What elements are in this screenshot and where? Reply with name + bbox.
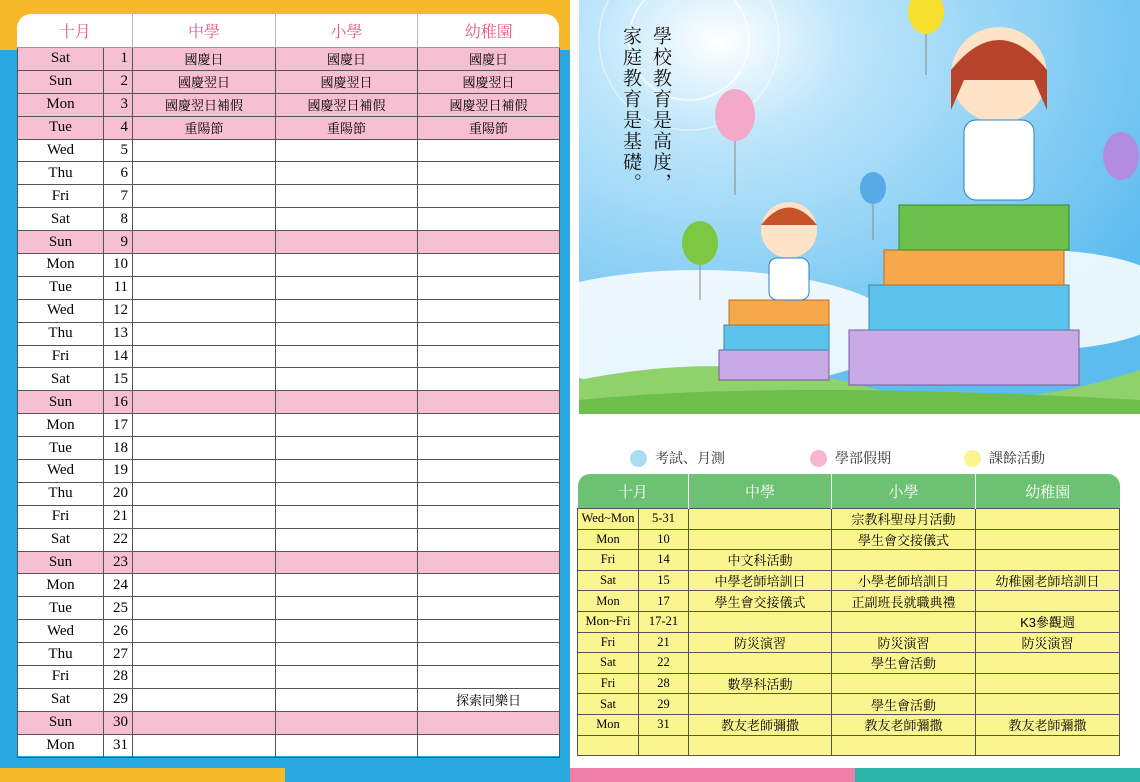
october-calendar-table — [17, 14, 560, 758]
date-cell: 4 — [104, 116, 133, 139]
legend-item-holiday — [810, 448, 891, 468]
kindergarten-event-cell: 國慶翌日補假 — [418, 93, 560, 116]
table-row — [18, 505, 560, 528]
day-of-week-cell: Mon — [578, 591, 639, 612]
day-of-week-cell: Thu — [18, 162, 104, 185]
primary-event-cell — [832, 611, 976, 632]
date-cell: 20 — [104, 482, 133, 505]
day-of-week-cell: Sun — [18, 391, 104, 414]
kindergarten-event-cell — [976, 591, 1120, 612]
table-row — [18, 116, 560, 139]
table-row — [18, 437, 560, 460]
table-row — [578, 632, 1120, 653]
day-of-week-cell: Tue — [18, 597, 104, 620]
date-cell: 10 — [639, 529, 689, 550]
day-of-week-cell: Sat — [578, 570, 639, 591]
day-of-week-cell: Wed~Mon — [578, 509, 639, 530]
date-cell: 21 — [639, 632, 689, 653]
day-of-week-cell: Sat — [18, 688, 104, 711]
kindergarten-event-cell: 探索同樂日 — [418, 688, 560, 711]
primary-event-cell — [276, 437, 418, 460]
table-row — [18, 345, 560, 368]
calendar-header-secondary: 中學 — [133, 14, 276, 48]
primary-event-cell — [276, 688, 418, 711]
activities-header-row — [578, 474, 1120, 509]
day-of-week-cell: Tue — [18, 276, 104, 299]
day-of-week-cell: Mon — [578, 529, 639, 550]
calendar-header-primary: 小學 — [276, 14, 418, 48]
secondary-event-cell — [133, 368, 276, 391]
primary-event-cell: 國慶翌日 — [276, 70, 418, 93]
kindergarten-event-cell — [418, 345, 560, 368]
kindergarten-event-cell — [418, 482, 560, 505]
day-of-week-cell: Sat — [578, 694, 639, 715]
secondary-event-cell — [133, 482, 276, 505]
table-row — [578, 509, 1120, 530]
table-row — [578, 673, 1120, 694]
day-of-week-cell: Mon — [18, 254, 104, 277]
primary-event-cell: 防災演習 — [832, 632, 976, 653]
date-cell: 9 — [104, 231, 133, 254]
secondary-event-cell — [133, 391, 276, 414]
kindergarten-event-cell — [418, 437, 560, 460]
kindergarten-event-cell — [418, 528, 560, 551]
table-row — [578, 591, 1120, 612]
date-cell: 22 — [639, 653, 689, 674]
kindergarten-event-cell: 國慶日 — [418, 48, 560, 71]
primary-event-cell — [276, 574, 418, 597]
calendar-header-kindergarten: 幼稚園 — [418, 14, 560, 48]
legend-label-holiday: 學部假期 — [835, 451, 891, 467]
day-of-week-cell: Mon — [578, 714, 639, 735]
table-row — [18, 460, 560, 483]
primary-event-cell: 學生會活動 — [832, 694, 976, 715]
stripe-teal — [855, 768, 1140, 782]
secondary-event-cell: 數學科活動 — [689, 673, 832, 694]
secondary-event-cell: 學生會交接儀式 — [689, 591, 832, 612]
secondary-event-cell — [133, 231, 276, 254]
date-cell: 14 — [639, 550, 689, 571]
kindergarten-event-cell — [418, 299, 560, 322]
date-cell: 27 — [104, 643, 133, 666]
day-of-week-cell: Sat — [18, 368, 104, 391]
day-of-week-cell: Fri — [18, 505, 104, 528]
primary-event-cell — [276, 231, 418, 254]
activities-table — [577, 474, 1120, 756]
date-cell: 29 — [104, 688, 133, 711]
kindergarten-event-cell — [418, 551, 560, 574]
table-row — [18, 734, 560, 757]
date-cell: 28 — [639, 673, 689, 694]
kindergarten-event-cell — [976, 550, 1120, 571]
secondary-event-cell: 防災演習 — [689, 632, 832, 653]
table-row — [18, 139, 560, 162]
primary-event-cell — [276, 643, 418, 666]
kindergarten-event-cell: 國慶翌日 — [418, 70, 560, 93]
primary-event-cell — [276, 666, 418, 689]
day-of-week-cell: Thu — [18, 322, 104, 345]
table-row — [18, 620, 560, 643]
activities-header-kindergarten: 幼稚園 — [976, 474, 1120, 509]
table-row — [18, 70, 560, 93]
table-row — [578, 735, 1120, 756]
legend-item-exam — [630, 448, 725, 468]
table-row — [18, 276, 560, 299]
kindergarten-event-cell — [418, 391, 560, 414]
day-of-week-cell: Fri — [578, 673, 639, 694]
legend-label-exam: 考試、月測 — [655, 451, 725, 467]
table-row — [18, 666, 560, 689]
legend — [630, 448, 1110, 470]
primary-event-cell — [276, 254, 418, 277]
date-cell: 6 — [104, 162, 133, 185]
date-cell: 18 — [104, 437, 133, 460]
day-of-week-cell: Mon — [18, 93, 104, 116]
secondary-event-cell — [133, 643, 276, 666]
primary-event-cell — [276, 139, 418, 162]
secondary-event-cell — [689, 611, 832, 632]
day-of-week-cell: Wed — [18, 299, 104, 322]
motto-line-2: 家庭教育是基礎。 — [620, 26, 642, 194]
secondary-event-cell — [133, 139, 276, 162]
secondary-event-cell — [133, 276, 276, 299]
day-of-week-cell: Mon — [18, 574, 104, 597]
day-of-week-cell: Sat — [18, 208, 104, 231]
date-cell: 25 — [104, 597, 133, 620]
primary-event-cell — [276, 414, 418, 437]
primary-event-cell — [276, 505, 418, 528]
day-of-week-cell: Sun — [18, 711, 104, 734]
primary-event-cell — [832, 550, 976, 571]
table-row — [18, 711, 560, 734]
kindergarten-event-cell — [418, 574, 560, 597]
primary-event-cell — [276, 551, 418, 574]
date-cell: 13 — [104, 322, 133, 345]
secondary-event-cell — [133, 414, 276, 437]
secondary-event-cell — [133, 254, 276, 277]
secondary-event-cell — [133, 322, 276, 345]
secondary-event-cell — [133, 574, 276, 597]
kindergarten-event-cell — [418, 231, 560, 254]
kindergarten-event-cell — [418, 368, 560, 391]
stripe-pink — [570, 768, 855, 782]
date-cell: 21 — [104, 505, 133, 528]
table-row — [18, 551, 560, 574]
table-row — [18, 688, 560, 711]
secondary-event-cell — [133, 460, 276, 483]
legend-dot-activity — [964, 450, 981, 467]
primary-event-cell: 國慶日 — [276, 48, 418, 71]
table-row — [578, 611, 1120, 632]
kindergarten-event-cell — [976, 529, 1120, 550]
secondary-event-cell — [133, 620, 276, 643]
table-row — [18, 322, 560, 345]
date-cell: 10 — [104, 254, 133, 277]
secondary-event-cell — [133, 299, 276, 322]
primary-event-cell — [276, 482, 418, 505]
bottom-color-stripe — [0, 768, 1140, 782]
day-of-week-cell: Sat — [578, 653, 639, 674]
secondary-event-cell: 中學老師培訓日 — [689, 570, 832, 591]
kindergarten-event-cell — [418, 254, 560, 277]
date-cell: 5-31 — [639, 509, 689, 530]
date-cell: 26 — [104, 620, 133, 643]
day-of-week-cell: Sun — [18, 231, 104, 254]
date-cell: 24 — [104, 574, 133, 597]
stripe-blue — [285, 768, 570, 782]
primary-event-cell: 宗教科聖母月活動 — [832, 509, 976, 530]
day-of-week-cell: Sat — [18, 528, 104, 551]
table-row — [578, 714, 1120, 735]
kindergarten-event-cell: K3參觀週 — [976, 611, 1120, 632]
table-row — [578, 570, 1120, 591]
day-of-week-cell: Thu — [18, 643, 104, 666]
day-of-week-cell — [578, 735, 639, 756]
date-cell: 17-21 — [639, 611, 689, 632]
kindergarten-event-cell — [418, 505, 560, 528]
day-of-week-cell: Mon — [18, 414, 104, 437]
legend-item-activity — [964, 448, 1045, 468]
date-cell: 7 — [104, 185, 133, 208]
date-cell: 2 — [104, 70, 133, 93]
day-of-week-cell: Mon — [18, 734, 104, 757]
kindergarten-event-cell — [976, 509, 1120, 530]
primary-event-cell — [832, 673, 976, 694]
day-of-week-cell: Sun — [18, 70, 104, 93]
calendar-header-row — [18, 14, 560, 48]
kindergarten-event-cell — [418, 139, 560, 162]
legend-dot-holiday — [810, 450, 827, 467]
kindergarten-event-cell — [418, 711, 560, 734]
kindergarten-event-cell — [418, 185, 560, 208]
activities-header-secondary: 中學 — [689, 474, 832, 509]
primary-event-cell — [276, 185, 418, 208]
primary-event-cell: 學生會活動 — [832, 653, 976, 674]
stripe-orange — [0, 768, 285, 782]
secondary-event-cell — [133, 711, 276, 734]
date-cell: 15 — [104, 368, 133, 391]
kindergarten-event-cell — [418, 414, 560, 437]
secondary-event-cell — [133, 666, 276, 689]
day-of-week-cell: Wed — [18, 620, 104, 643]
kindergarten-event-cell: 防災演習 — [976, 632, 1120, 653]
secondary-event-cell: 國慶翌日補假 — [133, 93, 276, 116]
primary-event-cell — [832, 735, 976, 756]
primary-event-cell — [276, 322, 418, 345]
table-row — [18, 48, 560, 71]
secondary-event-cell — [133, 185, 276, 208]
date-cell: 12 — [104, 299, 133, 322]
legend-label-activity: 課餘活動 — [989, 451, 1045, 467]
table-row — [18, 368, 560, 391]
secondary-event-cell — [689, 653, 832, 674]
secondary-event-cell: 中文科活動 — [689, 550, 832, 571]
table-row — [18, 643, 560, 666]
date-cell: 30 — [104, 711, 133, 734]
secondary-event-cell: 國慶日 — [133, 48, 276, 71]
primary-event-cell: 重陽節 — [276, 116, 418, 139]
date-cell — [639, 735, 689, 756]
kindergarten-event-cell — [418, 460, 560, 483]
primary-event-cell — [276, 299, 418, 322]
secondary-event-cell — [133, 345, 276, 368]
primary-event-cell — [276, 620, 418, 643]
secondary-event-cell — [689, 509, 832, 530]
date-cell: 3 — [104, 93, 133, 116]
table-row — [18, 231, 560, 254]
date-cell: 28 — [104, 666, 133, 689]
day-of-week-cell: Mon~Fri — [578, 611, 639, 632]
kindergarten-event-cell: 幼稚園老師培訓日 — [976, 570, 1120, 591]
date-cell: 29 — [639, 694, 689, 715]
motto — [620, 26, 672, 194]
primary-event-cell: 正副班長就職典禮 — [832, 591, 976, 612]
primary-event-cell — [276, 528, 418, 551]
primary-event-cell — [276, 597, 418, 620]
table-row — [18, 391, 560, 414]
primary-event-cell — [276, 276, 418, 299]
primary-event-cell: 國慶翌日補假 — [276, 93, 418, 116]
date-cell: 5 — [104, 139, 133, 162]
primary-event-cell — [276, 711, 418, 734]
kindergarten-event-cell — [418, 734, 560, 757]
secondary-event-cell — [133, 551, 276, 574]
primary-event-cell — [276, 391, 418, 414]
primary-event-cell — [276, 345, 418, 368]
kindergarten-event-cell — [418, 597, 560, 620]
date-cell: 14 — [104, 345, 133, 368]
calendar-header-month: 十月 — [18, 14, 133, 48]
secondary-event-cell — [133, 528, 276, 551]
table-row — [18, 414, 560, 437]
primary-event-cell — [276, 208, 418, 231]
date-cell: 1 — [104, 48, 133, 71]
secondary-event-cell — [689, 694, 832, 715]
secondary-event-cell — [133, 505, 276, 528]
activities-header-month: 十月 — [578, 474, 689, 509]
secondary-event-cell — [133, 597, 276, 620]
day-of-week-cell: Fri — [18, 185, 104, 208]
day-of-week-cell: Fri — [578, 632, 639, 653]
day-of-week-cell: Wed — [18, 460, 104, 483]
kindergarten-event-cell — [976, 694, 1120, 715]
primary-event-cell: 小學老師培訓日 — [832, 570, 976, 591]
kindergarten-event-cell — [976, 735, 1120, 756]
secondary-event-cell — [133, 208, 276, 231]
table-row — [578, 529, 1120, 550]
primary-event-cell: 教友老師彌撒 — [832, 714, 976, 735]
date-cell: 23 — [104, 551, 133, 574]
kindergarten-event-cell: 重陽節 — [418, 116, 560, 139]
motto-line-1: 學校教育是高度， — [650, 26, 672, 194]
table-row — [578, 694, 1120, 715]
day-of-week-cell: Sun — [18, 551, 104, 574]
kindergarten-event-cell — [418, 322, 560, 345]
table-row — [18, 528, 560, 551]
primary-event-cell: 學生會交接儀式 — [832, 529, 976, 550]
secondary-event-cell — [133, 734, 276, 757]
secondary-event-cell — [133, 688, 276, 711]
date-cell: 16 — [104, 391, 133, 414]
kindergarten-event-cell — [418, 620, 560, 643]
date-cell: 11 — [104, 276, 133, 299]
day-of-week-cell: Fri — [578, 550, 639, 571]
kindergarten-event-cell — [418, 666, 560, 689]
kindergarten-event-cell: 教友老師彌撒 — [976, 714, 1120, 735]
table-row — [18, 482, 560, 505]
date-cell: 8 — [104, 208, 133, 231]
date-cell: 31 — [104, 734, 133, 757]
primary-event-cell — [276, 162, 418, 185]
date-cell: 31 — [639, 714, 689, 735]
kindergarten-event-cell — [976, 653, 1120, 674]
kindergarten-event-cell — [418, 162, 560, 185]
day-of-week-cell: Tue — [18, 116, 104, 139]
date-cell: 17 — [639, 591, 689, 612]
table-row — [18, 597, 560, 620]
day-of-week-cell: Thu — [18, 482, 104, 505]
activities-header-primary: 小學 — [832, 474, 976, 509]
table-row — [18, 208, 560, 231]
date-cell: 22 — [104, 528, 133, 551]
legend-dot-exam — [630, 450, 647, 467]
day-of-week-cell: Sat — [18, 48, 104, 71]
date-cell: 15 — [639, 570, 689, 591]
day-of-week-cell: Fri — [18, 345, 104, 368]
primary-event-cell — [276, 734, 418, 757]
kindergarten-event-cell — [418, 276, 560, 299]
secondary-event-cell: 教友老師彌撒 — [689, 714, 832, 735]
secondary-event-cell — [689, 735, 832, 756]
secondary-event-cell: 重陽節 — [133, 116, 276, 139]
secondary-event-cell — [133, 437, 276, 460]
day-of-week-cell: Wed — [18, 139, 104, 162]
kindergarten-event-cell — [418, 643, 560, 666]
secondary-event-cell — [133, 162, 276, 185]
primary-event-cell — [276, 460, 418, 483]
table-row — [18, 162, 560, 185]
table-row — [18, 574, 560, 597]
table-row — [18, 299, 560, 322]
day-of-week-cell: Tue — [18, 437, 104, 460]
date-cell: 19 — [104, 460, 133, 483]
kindergarten-event-cell — [976, 673, 1120, 694]
kindergarten-event-cell — [418, 208, 560, 231]
day-of-week-cell: Fri — [18, 666, 104, 689]
table-row — [18, 185, 560, 208]
date-cell: 17 — [104, 414, 133, 437]
secondary-event-cell — [689, 529, 832, 550]
table-row — [18, 93, 560, 116]
table-row — [578, 653, 1120, 674]
secondary-event-cell: 國慶翌日 — [133, 70, 276, 93]
table-row — [578, 550, 1120, 571]
table-row — [18, 254, 560, 277]
primary-event-cell — [276, 368, 418, 391]
